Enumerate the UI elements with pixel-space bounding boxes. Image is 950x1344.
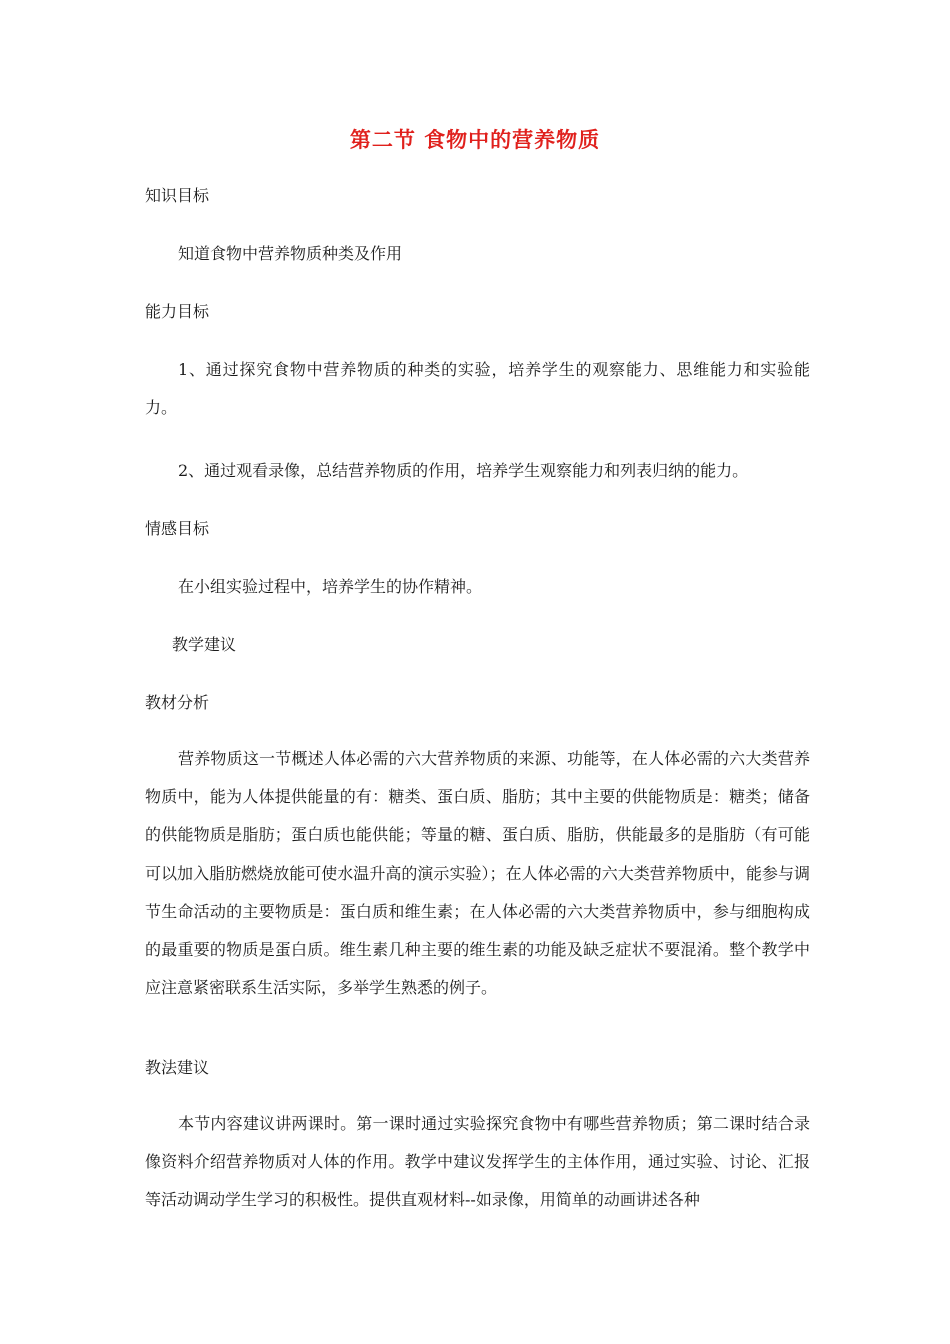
ability-goal-heading: 能力目标 <box>145 302 210 321</box>
ability-goal-1: 1、通过探究食物中营养物质的种类的实验，培养学生的观察能力、思维能力和实验能力。 <box>145 360 810 418</box>
emotion-goal-text: 在小组实验过程中，培养学生的协作精神。 <box>178 577 483 596</box>
teaching-suggestion-heading: 教学建议 <box>172 635 237 654</box>
method-suggestion-text: 本节内容建议讲两课时。第一课时通过实验探究食物中有哪些营养物质；第二课时结合录像资料介绍营养物质对人体的作用。教学中建议发挥学生的主体作用，通过实验、讨论、汇报等活动调动学生学习的积极性。提供直观材料--如录像，用简单的动画讲述各种 <box>145 1114 810 1210</box>
emotion-goal-heading: 情感目标 <box>145 519 210 538</box>
material-analysis-text: 营养物质这一节概述人体必需的六大营养物质的来源、功能等，在人体必需的六大类营养物质中，能为人体提供能量的有：糖类、蛋白质、脂肪；其中主要的供能物质是：糖类；储备的供能物质是脂肪；蛋白质也能供能；等量的糖、蛋白质、脂肪，供能最多的是脂肪（有可能可以加入脂肪燃烧放能可使水温升高的演示实验）；在人体必需的六大类营养物质中，能参与调节生命活动的主要物质是：蛋白质和维生素；在人体必需的六大类营养物质中，参与细胞构成的最重要的物质是蛋白质。维生素几种主要的维生素的功能及缺乏症状不要混淆。整个教学中应注意紧密联系生活实际，多举学生熟悉的例子。 <box>145 749 810 998</box>
document-title: 第二节 食物中的营养物质 <box>349 127 601 152</box>
method-suggestion-heading: 教法建议 <box>145 1058 210 1077</box>
knowledge-goal-text: 知道食物中营养物质种类及作用 <box>178 244 403 263</box>
material-analysis-heading: 教材分析 <box>145 693 210 712</box>
knowledge-goal-heading: 知识目标 <box>145 186 210 205</box>
ability-goal-2: 2、通过观看录像，总结营养物质的作用，培养学生观察能力和列表归纳的能力。 <box>178 461 749 480</box>
